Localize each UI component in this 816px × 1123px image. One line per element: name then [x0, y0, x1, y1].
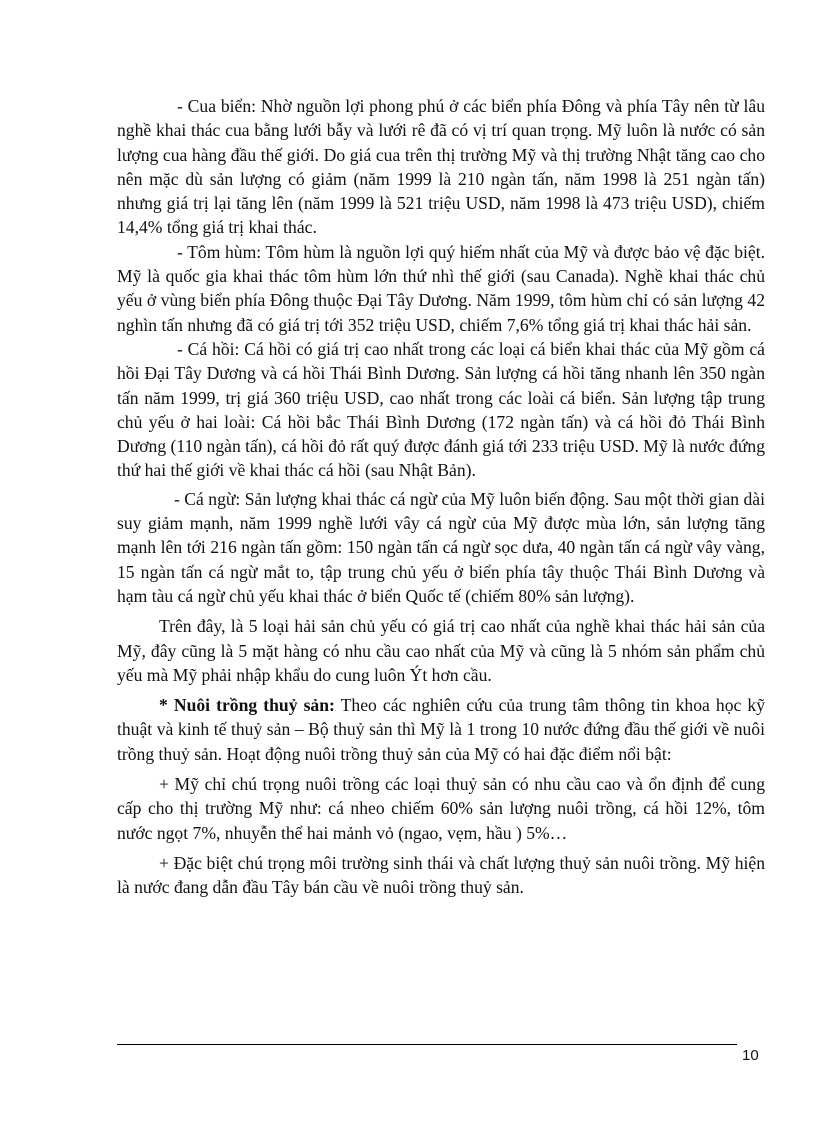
paragraph-cua-bien: - Cua biển: Nhờ nguồn lợi phong phú ở các biển phía Đông và phía Tây nên từ lâu nghề khai thác cua bằng lưới bẫy và lưới rê đã có vị trí quan trọng. Mỹ luôn là nước có sản lượng cua hàng đầu thế giới. Do giá cua trên thị trường Mỹ và thị trường Nhật tăng cao cho nên mặc dù sản lượng có giảm (năm 1999 là 210 ngàn tấn, năm 1998 là 251 ngàn tấn) nhưng giá trị lại tăng lên (năm 1999 là 521 triệu USD, năm 1998 là 473 triệu USD), chiếm 14,4% tổng giá trị khai thác. — [117, 96, 765, 238]
paragraph-nuoi-trong — [117, 693, 765, 766]
paragraph-dac-diem-2: + Đặc biệt chú trọng môi trường sinh thái và chất lượng thuỷ sản nuôi trồng. Mỹ hiện là nước đang dẫn đầu Tây bán cầu về nuôi trồng thuỷ sản. — [117, 852, 765, 898]
page-number: 10 — [742, 1047, 759, 1064]
footer-divider — [117, 1044, 737, 1045]
paragraph-ca-ngu: - Cá ngừ: Sản lượng khai thác cá ngừ của Mỹ luôn biến động. Sau một thời gian dài suy giảm mạnh, năm 1999 nghề lưới vây cá ngừ của Mỹ được mùa lớn, sản lượng tăng mạnh lên tới 216 ngàn tấn gồm: 150 ngàn tấn cá ngừ sọc dưa, 40 ngàn tấn cá ngừ vây vàng, 15 ngàn tấn cá ngừ mắt to, tập trung chủ yếu ở biển phía tây thuộc Thái Bình Dương và hạm tàu cá ngừ chủ yếu khai thác ở biển Quốc tế (chiếm 80% sản lượng). — [117, 488, 765, 606]
paragraph-tom-hum: - Tôm hùm: Tôm hùm là nguồn lợi quý hiếm nhất của Mỹ và được bảo vệ đặc biệt. Mỹ là quốc gia khai thác tôm hùm lớn thứ nhì thế giới (sau Canada). Nghề khai thác chủ yếu ở vùng biển phía Đông thuộc Đại Tây Dương. Năm 1999, tôm hùm chỉ có sản lượng 42 nghìn tấn nhưng đã có giá trị tới 352 triệu USD, chiếm 7,6% tổng giá trị khai thác hải sản. — [117, 241, 765, 335]
nuoi-trong-text: Theo các nghiên cứu của trung tâm thông tin khoa học kỹ thuật và kinh tế thuỷ sản – Bộ thuỷ sản thì Mỹ là 1 trong 10 nước đứng đầu thế giới về nuôi trồng thuỷ sản. Hoạt động nuôi trồng thuỷ sản của Mỹ có hai đặc điểm nổi bật: — [117, 695, 765, 764]
document-body — [117, 94, 765, 900]
paragraph-dac-diem-1: + Mỹ chỉ chú trọng nuôi trồng các loại thuỷ sản có nhu cầu cao và ổn định để cung cấp cho thị trường Mỹ như: cá nheo chiếm 60% sản lượng nuôi trồng, cá hồi 12%, tôm nước ngọt 7%, nhuyễn thể hai mảnh vỏ (ngao, vẹm, hầu ) 5%… — [117, 774, 765, 843]
paragraph-ca-hoi: - Cá hồi: Cá hồi có giá trị cao nhất trong các loại cá biển khai thác của Mỹ gồm cá hồi Đại Tây Dương và cá hồi Thái Bình Dương. Sản lượng cá hồi tăng nhanh lên 350 ngàn tấn năm 1999, trị giá 360 triệu USD, cao nhất trong các loài cá biển. Sản lượng tập trung chủ yếu ở hai loài: Cá hồi bắc Thái Bình Dương (172 ngàn tấn) và cá hồi đỏ Thái Bình Dương (110 ngàn tấn), cá hồi đỏ rất quý được đánh giá tới 233 triệu USD. Mỹ là nước đứng thứ hai thế giới về khai thác cá hồi (sau Nhật Bản). — [117, 338, 765, 481]
paragraph-tom-tat: Trên đây, là 5 loại hải sản chủ yếu có giá trị cao nhất của nghề khai thác hải sản của Mỹ, đây cũng là 5 mặt hàng có nhu cầu cao nhất của Mỹ và cũng là 5 nhóm sản phẩm chủ yếu mà Mỹ phải nhập khẩu do cung luôn Ýt hơn cầu. — [117, 616, 765, 685]
section-heading-nuoi-trong: * Nuôi trồng thuỷ sản: — [159, 695, 335, 716]
